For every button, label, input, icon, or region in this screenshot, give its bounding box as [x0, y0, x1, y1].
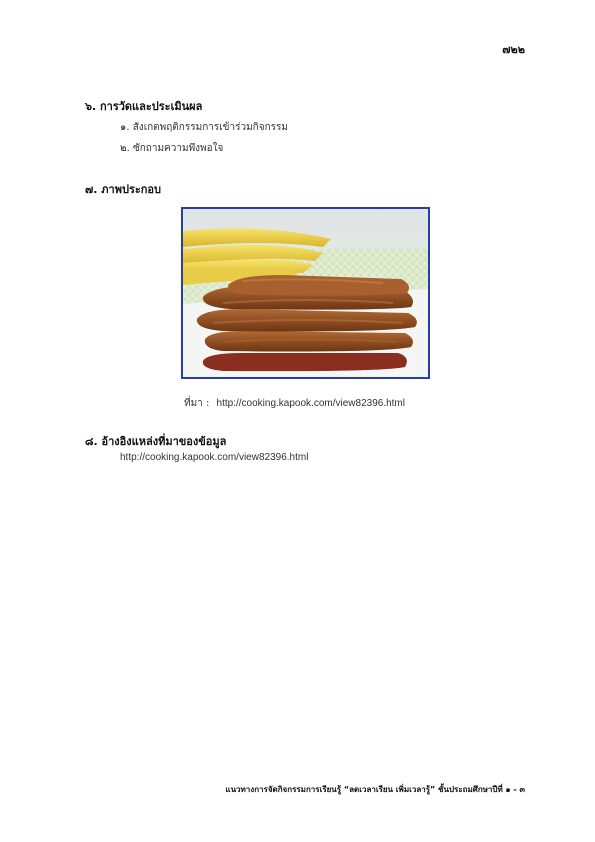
- page-footer: แนวทางการจัดกิจกรรมการเรียนรู้ “ลดเวลาเรียน เพิ่มเวลารู้” ชั้นประถมศึกษาปีที่ ๑ - ๓: [225, 785, 525, 794]
- evaluation-item-2: ๒. ซักถามความพึงพอใจ: [120, 143, 224, 154]
- illustration-figure: [181, 207, 430, 379]
- evaluation-item-1: ๑. สังเกตพฤติกรรมการเข้าร่วมกิจกรรม: [120, 122, 288, 133]
- page-number: ๗๒๒: [502, 43, 525, 56]
- section-references-heading: ๘. อ้างอิงแหล่งที่มาของข้อมูล: [85, 435, 227, 448]
- section-evaluation-heading: ๖. การวัดและประเมินผล: [85, 100, 203, 113]
- caption-label: ที่มา :: [184, 398, 210, 409]
- figure-caption: [184, 396, 405, 411]
- reference-url[interactable]: http://cooking.kapook.com/view82396.html: [120, 452, 309, 463]
- caption-url[interactable]: http://cooking.kapook.com/view82396.html: [216, 398, 405, 409]
- dried-banana-photo: [183, 209, 428, 377]
- section-images-heading: ๗. ภาพประกอบ: [85, 183, 162, 196]
